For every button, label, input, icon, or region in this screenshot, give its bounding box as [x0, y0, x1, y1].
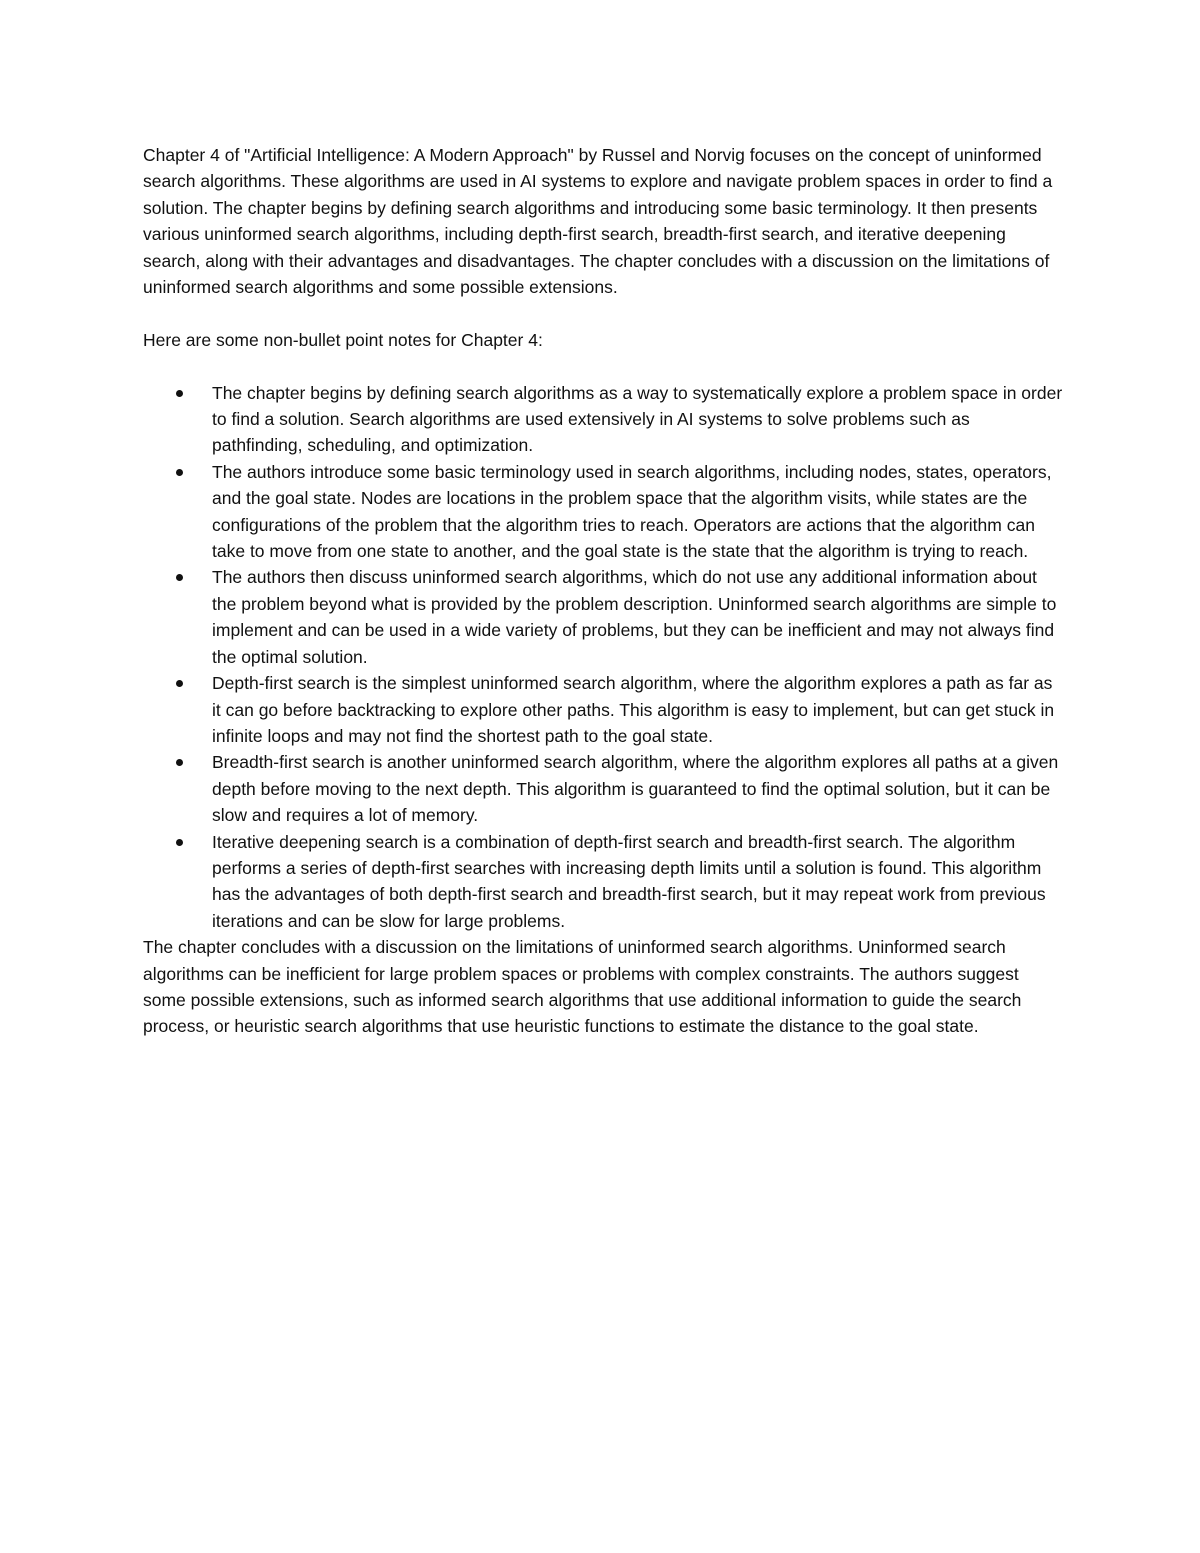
paragraph-spacer: [143, 353, 1063, 379]
bullet-text: Breadth-first search is another uninformed search algorithm, where the algorithm explores all paths at a given depth before moving to the next depth. This algorithm is guaranteed to find the optimal solution, but it can be slow and requires a lot of memory.: [212, 752, 1059, 826]
bullet-icon: [176, 759, 183, 766]
notes-heading: Here are some non-bullet point notes for Chapter 4:: [143, 329, 543, 350]
bullet-icon: [176, 680, 183, 687]
bullet-text: Depth-first search is the simplest uninformed search algorithm, where the algorithm explores a path as far as it can go before backtracking to explore other paths. This algorithm is easy to implement, but can get stuck in infinite loops and may not find the shortest path to the goal state.: [212, 673, 1055, 746]
bullet-text: The chapter begins by defining search algorithms as a way to systematically explore a problem space in order to find a solution. Search algorithms are used extensively in AI systems to solve problems such as pathfinding, scheduling, and optimization.: [212, 382, 1063, 456]
bullet-icon: [176, 574, 183, 581]
bullet-text: Iterative deepening search is a combination of depth-first search and breadth-first search. The algorithm performs a series of depth-first searches with increasing depth limits until a solution is found. This algorithm has the advantages of both depth-first search and breadth-first search, but it may repeat work from previous iterations and can be slow for large problems.: [212, 831, 1046, 931]
paragraph-spacer: [143, 300, 1063, 326]
conclusion-paragraph: The chapter concludes with a discussion on the limitations of uninformed search algorithms. Uninformed search algorithms can be inefficient for large problem spaces or problems with complex constraints. The authors suggest some possible extensions, such as informed search algorithms that use additional information to guide the search process, or heuristic search algorithms that use heuristic functions to estimate the distance to the goal state.: [143, 937, 1022, 1037]
bullet-icon: [176, 839, 183, 846]
bullet-item: [143, 670, 1063, 749]
bullet-item: [143, 380, 1063, 459]
bullet-text: The authors then discuss uninformed search algorithms, which do not use any additional information about the problem beyond what is provided by the problem description. Uninformed search algorithms are simple to implement and can be used in a wide variety of problems, but they can be inefficient and may not always find the optimal solution.: [212, 567, 1057, 667]
bullet-item: [143, 459, 1063, 565]
bullet-item: [143, 564, 1063, 670]
bullet-icon: [176, 390, 183, 397]
intro-paragraph: Chapter 4 of "Artificial Intelligence: A Modern Approach" by Russel and Norvig focuses on the concept of uninformed search algorithms. These algorithms are used in AI systems to explore and navigate problem spaces in order to find a solution. The chapter begins by defining search algorithms and introducing some basic terminology. It then presents various uninformed search algorithms, including depth-first search, breadth-first search, and iterative deepening search, along with their advantages and disadvantages. The chapter concludes with a discussion on the limitations of uninformed search algorithms and some possible extensions.: [143, 145, 1053, 298]
bullet-icon: [176, 469, 183, 476]
notes-bullet-list: [143, 380, 1063, 935]
bullet-item: [143, 829, 1063, 935]
bullet-item: [143, 749, 1063, 828]
document-body: [143, 142, 1063, 1040]
bullet-text: The authors introduce some basic terminology used in search algorithms, including nodes, states, operators, and the goal state. Nodes are locations in the problem space that the algorithm visits, while states are the configurations of the problem that the algorithm tries to reach. Operators are actions that the algorithm can take to move from one state to another, and the goal state is the state that the algorithm is trying to reach.: [212, 461, 1052, 562]
